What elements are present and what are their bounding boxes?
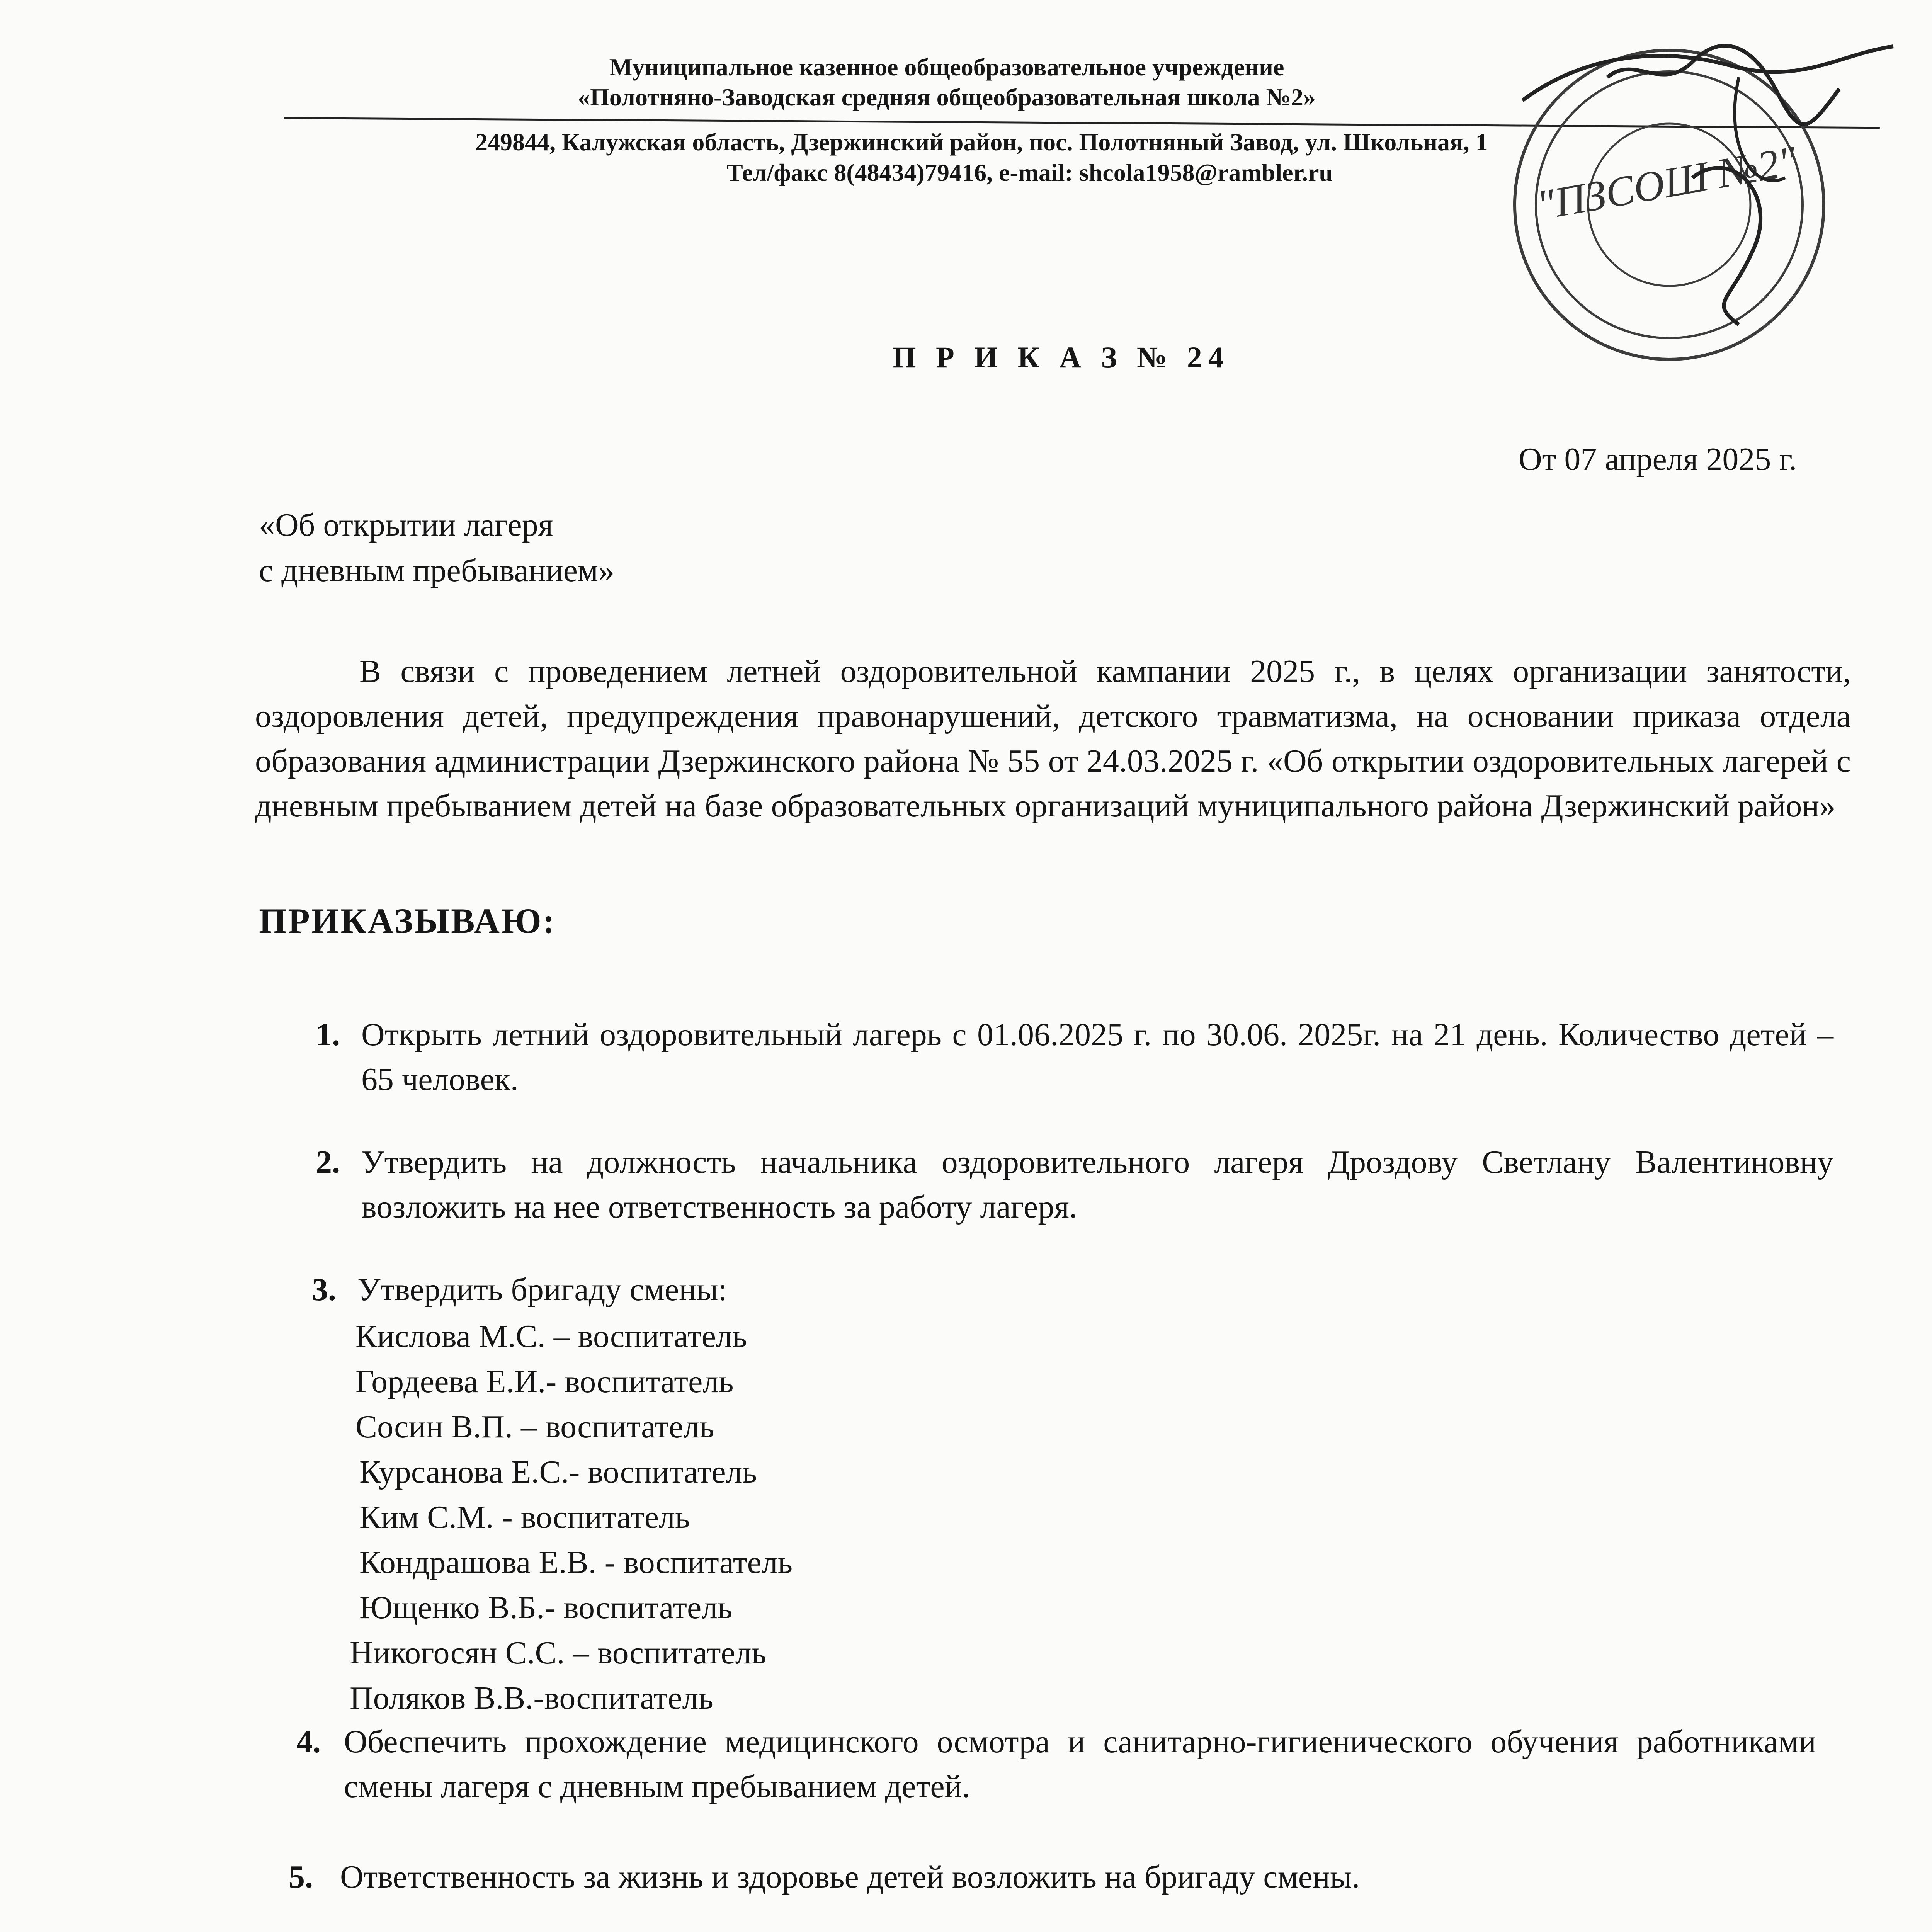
order-subject-line2: с дневным пребыванием»	[259, 553, 615, 588]
header-institution: Муниципальное казенное общеобразовательное учреждение	[609, 53, 1284, 81]
order-heading: ПРИКАЗЫВАЮ:	[259, 901, 556, 940]
order-subject	[259, 502, 614, 594]
list-item-number: 2.	[316, 1144, 340, 1180]
list-item-text: Открыть летний оздоровительный лагерь с 01.06.2025 г. по 30.06. 2025г. на 21 день. Количество детей – 65 человек.	[361, 1017, 1833, 1097]
staff-member: Кислова М.С. – воспитатель	[355, 1318, 747, 1354]
staff-member: Курсанова Е.С.- воспитатель	[359, 1454, 757, 1490]
header-contacts: Тел/факс 8(48434)79416, e-mail: shcola1958@rambler.ru	[726, 159, 1333, 186]
staff-member: Ким С.М. - воспитатель	[359, 1499, 690, 1535]
staff-member: Сосин В.П. – воспитатель	[355, 1409, 714, 1445]
order-title: П Р И К А З № 24	[893, 340, 1230, 374]
shift-staff-list	[350, 1314, 793, 1721]
header-address: 249844, Калужская область, Дзержинский район, пос. Полотняный Завод, ул. Школьная, 1	[475, 128, 1488, 156]
staff-member: Кондрашова Е.В. - воспитатель	[359, 1544, 793, 1580]
header-school-name: «Полотняно-Заводская средняя общеобразовательная школа №2»	[578, 83, 1316, 111]
list-item-text: Обеспечить прохождение медицинского осмотра и санитарно-гигиенического обучения работниками смены лагеря с дневным пребыванием детей.	[344, 1724, 1816, 1804]
list-item-text: Утвердить бригаду смены:	[357, 1272, 727, 1308]
list-item-number: 1.	[316, 1017, 340, 1053]
staff-member: Никогосян С.С. – воспитатель	[350, 1635, 766, 1671]
top-stamp	[1461, 31, 1917, 410]
staff-member: Гордеева Е.И.- воспитатель	[355, 1364, 734, 1400]
list-item-text: Утвердить на должность начальника оздоровительного лагеря Дроздову Светлану Валентиновну возложить на нее ответственность за работу лагеря.	[361, 1144, 1833, 1225]
order-subject-line1: «Об открытии лагеря	[259, 507, 553, 543]
top-stamp-text: "ПЗСОШ №2"	[1533, 137, 1801, 229]
order-preamble: В связи с проведением летней оздоровительной кампании 2025 г., в целях организации занятости, оздоровления детей, предупреждения правонарушений, детского травматизма, на основании приказа отдела образования администрации Дзержинского района № 55 от 24.03.2025 г. «Об открытии оздоровительных лагерей с дневным пребыванием детей на базе образовательных организаций муниципального района Дзержинский район»	[255, 653, 1851, 824]
order-date: От 07 апреля 2025 г.	[1519, 441, 1797, 477]
staff-member: Поляков В.В.-воспитатель	[350, 1680, 713, 1716]
list-item-number: 5.	[289, 1859, 313, 1895]
list-item-number: 3.	[312, 1272, 336, 1308]
list-item-number: 4.	[296, 1724, 321, 1760]
staff-member: Ющенко В.Б.- воспитатель	[359, 1590, 733, 1626]
list-item-text: Ответственность за жизнь и здоровье детей возложить на бригаду смены.	[340, 1859, 1360, 1895]
